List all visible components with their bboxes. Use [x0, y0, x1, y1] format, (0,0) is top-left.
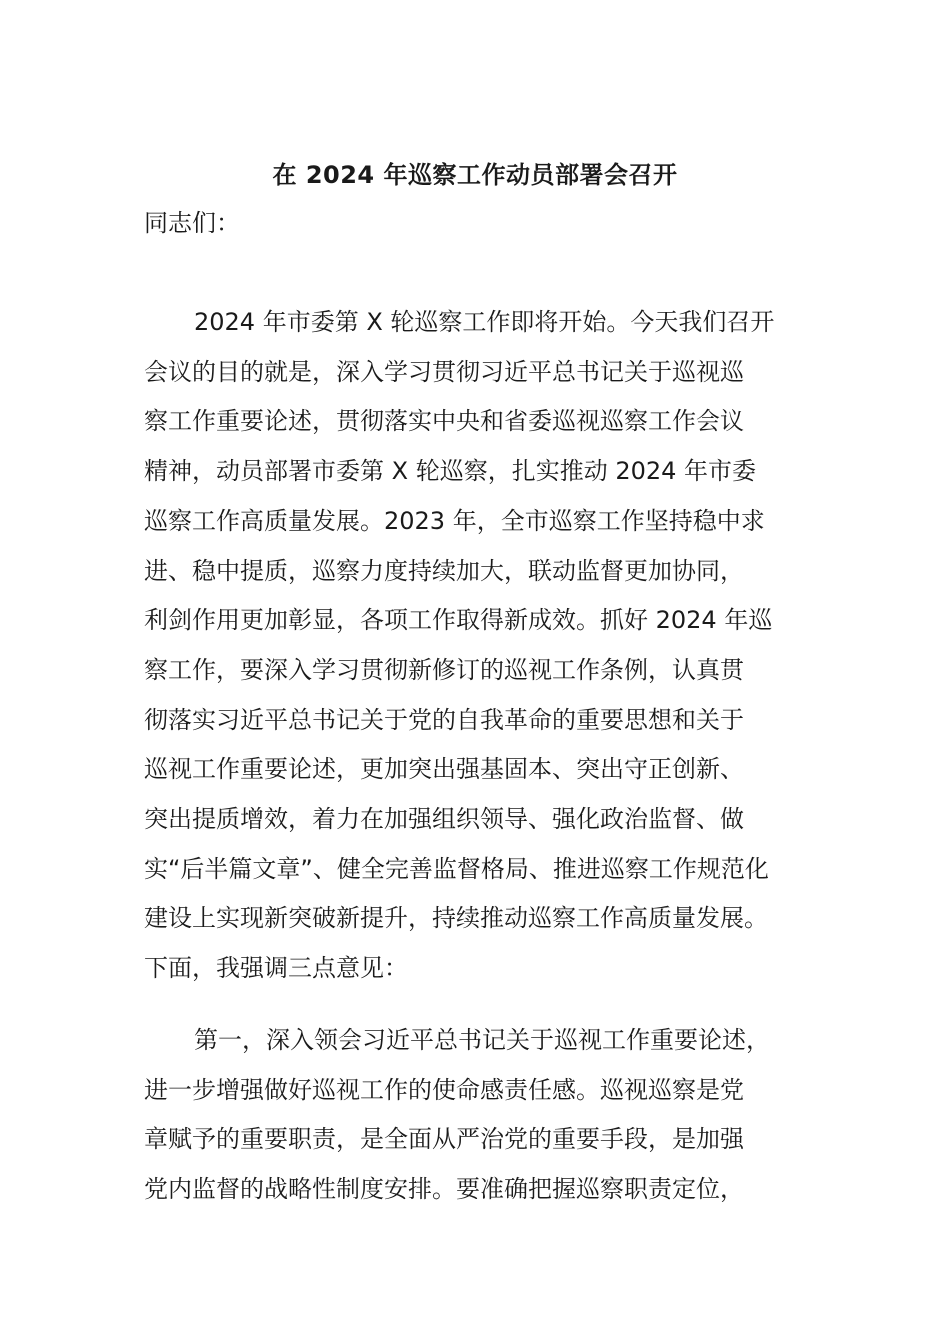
salutation: 同志们： — [144, 209, 240, 237]
paragraph-line: 彻落实习近平总书记关于党的自我革命的重要思想和关于 — [144, 705, 744, 734]
paragraph-line: 会议的目的就是，深入学习贯彻习近平总书记关于巡视巡 — [144, 357, 744, 386]
paragraph-line: 2024 年市委第 X 轮巡察工作即将开始。今天我们召开 — [194, 308, 775, 336]
paragraph-line: 进、稳中提质，巡察力度持续加大，联动监督更加协同， — [144, 556, 744, 585]
body-paragraph-2 — [144, 1016, 806, 1215]
paragraph-line: 下面，我强调三点意见： — [144, 954, 408, 983]
document-title: 在 2024 年巡察工作动员部署会召开 — [272, 161, 678, 189]
paragraph-line: 进一步增强做好巡视工作的使命感责任感。巡视巡察是党 — [144, 1075, 744, 1104]
paragraph-line: 察工作重要论述，贯彻落实中央和省委巡视巡察工作会议 — [144, 407, 744, 436]
paragraph-line: 巡察工作高质量发展。2023 年，全市巡察工作坚持稳中求 — [144, 506, 765, 535]
paragraph-line: 实“后半篇文章”、健全完善监督格局、推进巡察工作规范化 — [144, 854, 769, 883]
paragraph-line: 党内监督的战略性制度安排。要准确把握巡察职责定位， — [144, 1175, 744, 1204]
paragraph-line: 第一，深入领会习近平总书记关于巡视工作重要论述， — [194, 1026, 770, 1054]
paragraph-line: 察工作，要深入学习贯彻新修订的巡视工作条例，认真贯 — [144, 655, 744, 684]
paragraph-line: 建设上实现新突破新提升，持续推动巡察工作高质量发展。 — [144, 904, 768, 933]
paragraph-line: 巡视工作重要论述，更加突出强基固本、突出守正创新、 — [144, 755, 744, 784]
body-paragraph-1 — [144, 298, 806, 994]
paragraph-line: 突出提质增效，着力在加强组织领导、强化政治监督、做 — [144, 805, 744, 834]
paragraph-line: 利剑作用更加彰显，各项工作取得新成效。抓好 2024 年巡 — [144, 606, 773, 635]
paragraph-line: 章赋予的重要职责，是全面从严治党的重要手段，是加强 — [144, 1125, 744, 1154]
paragraph-line: 精神，动员部署市委第 X 轮巡察，扎实推动 2024 年市委 — [144, 457, 757, 486]
